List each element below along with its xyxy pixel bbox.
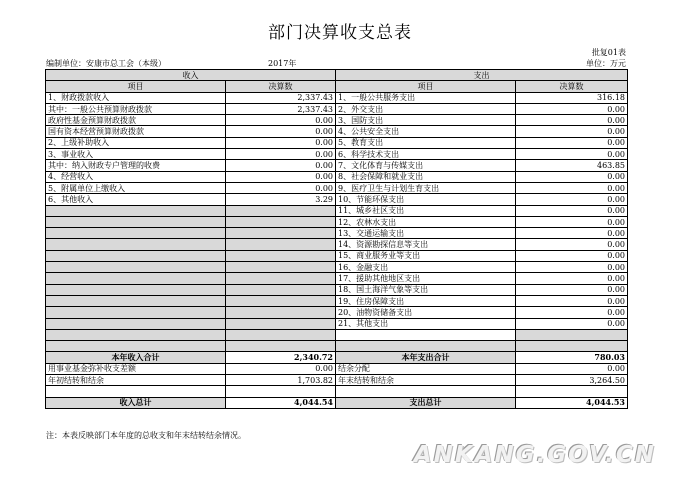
income-amount [226,205,336,216]
income-section-header: 收入 [46,70,336,81]
table-row [46,182,628,193]
expense-amount: 0.00 [516,103,628,114]
expense-amount: 0.00 [516,216,628,227]
income-item [46,262,226,273]
reserve-value: 0.00 [226,363,336,374]
income-amount [226,262,336,273]
expense-item: 3、国防支出 [336,115,516,126]
spacer-cell [336,386,516,397]
income-amount: 0.00 [226,137,336,148]
spacer-row [46,341,628,352]
expense-amount: 0.00 [516,137,628,148]
expense-item: 5、教育支出 [336,137,516,148]
expense-item-header: 项目 [336,81,516,92]
expense-amount: 0.00 [516,250,628,261]
expense-amount: 0.00 [516,194,628,205]
expense-amount: 0.00 [516,239,628,250]
income-amount: 0.00 [226,115,336,126]
income-amount: 0.00 [226,160,336,171]
spacer-cell [46,386,226,397]
expense-amount: 0.00 [516,295,628,306]
table-row [46,262,628,273]
expense-item: 11、城乡社区支出 [336,205,516,216]
income-item [46,273,226,284]
income-amount [226,216,336,227]
year-total-row [46,352,628,363]
income-item [46,239,226,250]
spacer-cell [516,386,628,397]
income-item [46,228,226,239]
budget-summary-table [45,69,628,409]
expense-item: 10、节能环保支出 [336,194,516,205]
table-row [46,160,628,171]
income-amount [226,228,336,239]
begin-carryover-value: 1,703.82 [226,375,336,386]
income-item: 5、附属单位上缴收入 [46,182,226,193]
table-body [46,92,628,329]
spacer-cell [516,329,628,340]
end-carryover-label: 年末结转和结余 [336,375,516,386]
expense-amount: 0.00 [516,182,628,193]
table-row [46,205,628,216]
income-item [46,216,226,227]
expense-item: 19、住房保障支出 [336,295,516,306]
page-title: 部门决算收支总表 [268,23,412,43]
expense-amount: 316.18 [516,92,628,103]
income-amount: 0.00 [226,182,336,193]
income-amount [226,250,336,261]
table-row [46,318,628,329]
distribution-label: 结余分配 [336,363,516,374]
income-amount: 0.00 [226,149,336,160]
table-footnote: 注：本表反映部门本年度的总收支和年末结转结余情况。 [46,431,246,440]
income-amount [226,239,336,250]
table-row [46,273,628,284]
spacer-cell [516,341,628,352]
expense-item: 21、其他支出 [336,318,516,329]
expense-item: 16、金融支出 [336,262,516,273]
income-item: 4、经营收入 [46,171,226,182]
table-row [46,216,628,227]
income-item-header: 项目 [46,81,226,92]
income-item [46,295,226,306]
income-amount [226,307,336,318]
income-grand-total-label: 收入总计 [46,397,226,408]
table-row [46,137,628,148]
report-year: 2017年 [268,59,297,68]
table-row [46,228,628,239]
income-amount [226,295,336,306]
spacer-cell [226,329,336,340]
income-amount: 0.00 [226,171,336,182]
expense-amount: 0.00 [516,273,628,284]
table-row [46,250,628,261]
income-item: 1、财政拨款收入 [46,92,226,103]
expense-amount: 0.00 [516,307,628,318]
grand-total-row [46,397,628,408]
income-item: 其中：纳入财政专户管理的收费 [46,160,226,171]
spacer-cell [336,329,516,340]
expense-grand-total-value: 4,044.53 [516,397,628,408]
table-row [46,115,628,126]
table-row [46,92,628,103]
table-row [46,103,628,114]
expense-item: 18、国土海洋气象等支出 [336,284,516,295]
begin-carryover-label: 年初结转和结余 [46,375,226,386]
expense-item: 1、一般公共服务支出 [336,92,516,103]
table-row [46,126,628,137]
spacer-cell [336,341,516,352]
section-header-row [46,70,628,81]
expense-amount: 0.00 [516,126,628,137]
end-carryover-value: 3,264.50 [516,375,628,386]
income-item [46,318,226,329]
expense-item: 2、外交支出 [336,103,516,114]
spacer-row [46,329,628,340]
income-amount: 2,337.43 [226,103,336,114]
income-amount [226,273,336,284]
expense-amount: 0.00 [516,262,628,273]
table-row [46,284,628,295]
expense-grand-total-label: 支出总计 [336,397,516,408]
income-amount-header: 决算数 [226,81,336,92]
expense-amount: 0.00 [516,318,628,329]
form-number: 批复01表 [591,48,626,57]
income-amount [226,284,336,295]
income-item: 6、其他收入 [46,194,226,205]
income-amount [226,318,336,329]
year-expense-total-label: 本年支出合计 [336,352,516,363]
income-item [46,284,226,295]
income-item: 2、上级补助收入 [46,137,226,148]
carryover-row [46,375,628,386]
expense-amount: 0.00 [516,228,628,239]
spacer-cell [226,341,336,352]
spacer-cell [46,341,226,352]
expense-item: 12、农林水支出 [336,216,516,227]
expense-amount: 0.00 [516,284,628,295]
spacer-row [46,386,628,397]
income-amount: 2,337.43 [226,92,336,103]
expense-amount: 0.00 [516,205,628,216]
income-item: 其中：一般公共预算财政拨款 [46,103,226,114]
year-expense-total-value: 780.03 [516,352,628,363]
income-item [46,250,226,261]
reserve-label: 用事业基金弥补收支差额 [46,363,226,374]
expense-amount: 0.00 [516,171,628,182]
table-row [46,171,628,182]
compiling-unit: 编制单位：安康市总工会（本级） [46,59,166,68]
expense-item: 8、社会保障和就业支出 [336,171,516,182]
expense-amount: 0.00 [516,149,628,160]
expense-item: 7、文化体育与传媒支出 [336,160,516,171]
reserve-row [46,363,628,374]
table-row [46,307,628,318]
spacer-cell [226,386,336,397]
table-row [46,295,628,306]
expense-item: 9、医疗卫生与计划生育支出 [336,182,516,193]
expense-item: 4、公共安全支出 [336,126,516,137]
expense-item: 6、科学技术支出 [336,149,516,160]
year-income-total-label: 本年收入合计 [46,352,226,363]
expense-item: 14、资源勘探信息等支出 [336,239,516,250]
report-meta [46,58,626,68]
income-item: 国有资本经营预算财政拨款 [46,126,226,137]
expense-item: 13、交通运输支出 [336,228,516,239]
table-row [46,194,628,205]
income-grand-total-value: 4,044.54 [226,397,336,408]
income-item: 政府性基金预算财政拨款 [46,115,226,126]
spacer-cell [46,329,226,340]
currency-unit: 单位：万元 [586,59,626,68]
income-item: 3、事业收入 [46,149,226,160]
year-income-total-value: 2,340.72 [226,352,336,363]
expense-section-header: 支出 [336,70,628,81]
expense-item: 15、商业服务业等支出 [336,250,516,261]
income-item [46,307,226,318]
expense-amount-header: 决算数 [516,81,628,92]
expense-amount: 463.85 [516,160,628,171]
site-watermark: ANKANG.GOV.CN [413,442,656,468]
column-header-row [46,81,628,92]
table-row [46,239,628,250]
expense-item: 17、援助其他地区支出 [336,273,516,284]
distribution-value: 0.00 [516,363,628,374]
income-item [46,205,226,216]
income-amount: 0.00 [226,126,336,137]
table-row [46,149,628,160]
expense-amount: 0.00 [516,115,628,126]
expense-item: 20、油物资储备支出 [336,307,516,318]
income-amount: 3.29 [226,194,336,205]
